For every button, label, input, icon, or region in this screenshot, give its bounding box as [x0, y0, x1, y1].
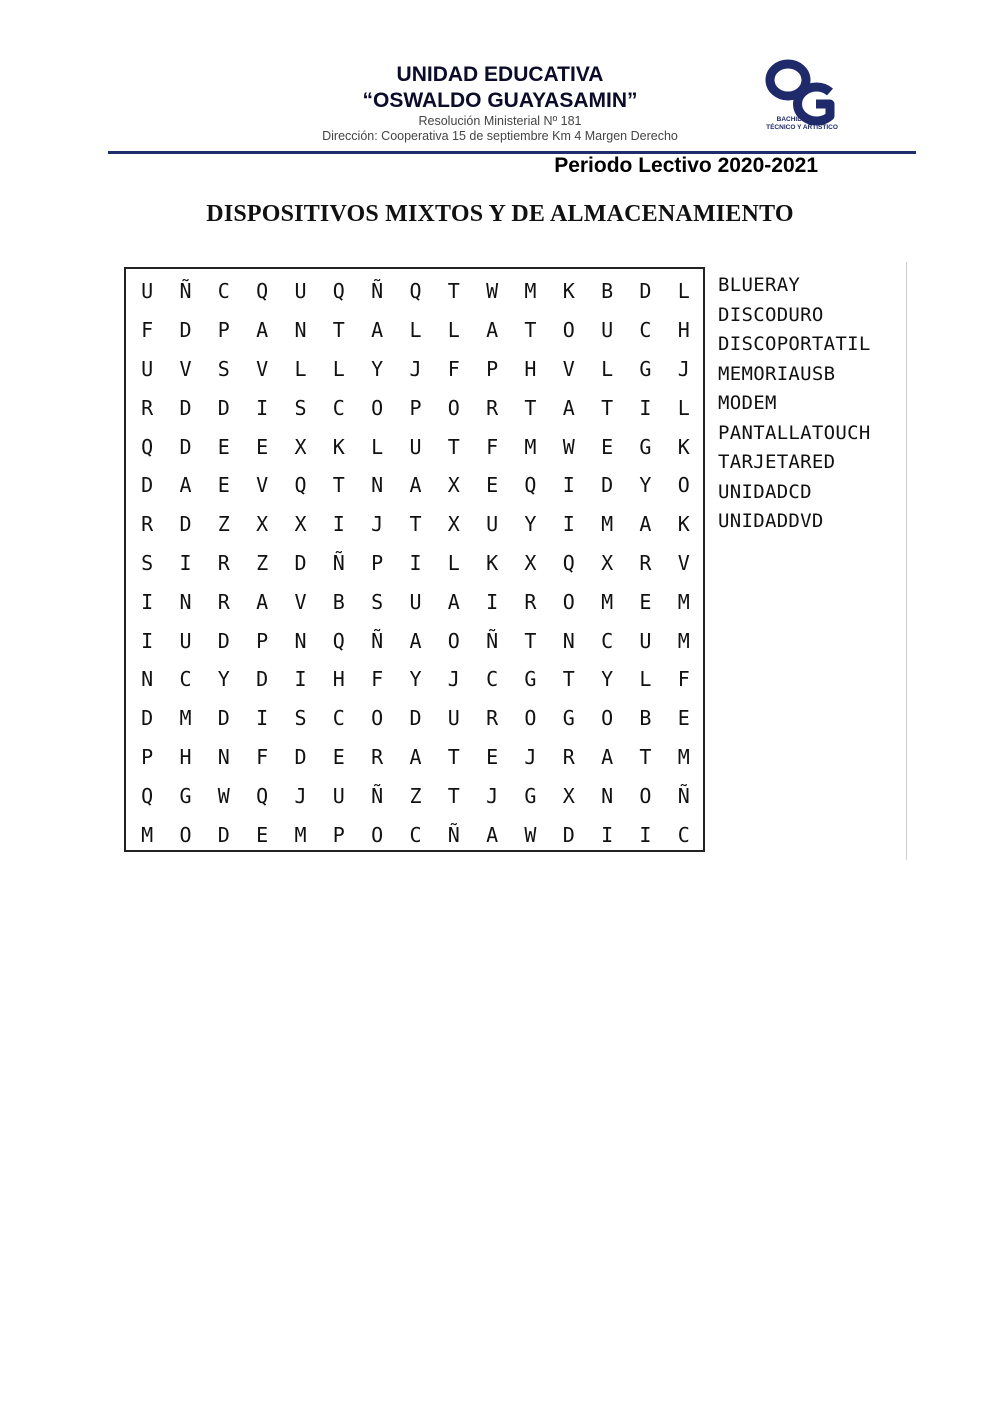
grid-cell[interactable]: S — [217, 356, 230, 381]
grid-cell[interactable]: P — [256, 628, 269, 653]
grid-cell[interactable]: D — [409, 706, 422, 731]
grid-cell[interactable]: D — [141, 473, 154, 498]
grid-cell[interactable]: E — [677, 706, 690, 731]
grid-cell[interactable]: U — [409, 589, 422, 614]
grid-row — [128, 660, 703, 699]
grid-cell[interactable]: X — [447, 473, 460, 498]
grid-cell[interactable]: T — [562, 667, 575, 692]
grid-cell[interactable]: F — [256, 744, 269, 769]
grid-row — [128, 272, 703, 311]
grid-cell[interactable]: C — [486, 667, 499, 692]
grid-cell[interactable]: F — [447, 356, 460, 381]
grid-cell[interactable]: E — [601, 434, 614, 459]
grid-cell[interactable]: D — [179, 318, 192, 343]
grid-cell[interactable]: A — [562, 395, 575, 420]
grid-cell[interactable]: Z — [256, 550, 269, 575]
logo-caption — [752, 116, 852, 131]
grid-cell[interactable]: C — [677, 822, 690, 847]
grid-cell[interactable]: A — [409, 473, 422, 498]
grid-cell[interactable]: D — [217, 706, 230, 731]
grid-cell[interactable]: G — [524, 783, 537, 808]
word-list-item: DISCOPORTATIL — [718, 333, 871, 355]
grid-cell[interactable]: T — [524, 628, 537, 653]
grid-cell[interactable]: A — [447, 589, 460, 614]
school-name-line1: UNIDAD EDUCATIVA — [396, 63, 604, 86]
grid-cell[interactable]: X — [447, 512, 460, 537]
grid-cell[interactable]: I — [256, 395, 269, 420]
grid-cell[interactable]: Q — [256, 783, 269, 808]
grid-cell[interactable]: X — [256, 512, 269, 537]
grid-cell[interactable]: P — [141, 744, 154, 769]
grid-cell[interactable]: D — [179, 512, 192, 537]
grid-cell[interactable]: I — [601, 822, 614, 847]
grid-cell[interactable]: R — [639, 550, 652, 575]
grid-row — [128, 699, 703, 738]
grid-cell[interactable]: T — [447, 434, 460, 459]
grid-cell[interactable]: Ñ — [179, 279, 192, 304]
grid-cell[interactable]: Z — [409, 783, 422, 808]
grid-cell[interactable]: U — [447, 706, 460, 731]
grid-cell[interactable]: U — [179, 628, 192, 653]
grid-cell[interactable]: G — [562, 706, 575, 731]
grid-cell[interactable]: J — [371, 512, 384, 537]
grid-cell[interactable]: O — [677, 473, 690, 498]
grid-cell[interactable]: R — [486, 706, 499, 731]
grid-cell[interactable]: T — [409, 512, 422, 537]
grid-cell[interactable]: Ñ — [371, 783, 384, 808]
grid-cell[interactable]: J — [409, 356, 422, 381]
grid-cell[interactable]: I — [562, 512, 575, 537]
school-name-line2: “OSWALDO GUAYASAMIN” — [362, 89, 638, 112]
grid-cell[interactable]: Z — [217, 512, 230, 537]
grid-cell[interactable]: X — [524, 550, 537, 575]
grid-cell[interactable]: D — [217, 822, 230, 847]
grid-cell[interactable]: D — [294, 744, 307, 769]
grid-row — [128, 621, 703, 660]
grid-cell[interactable]: T — [447, 783, 460, 808]
grid-cell[interactable]: O — [371, 822, 384, 847]
grid-cell[interactable]: A — [256, 589, 269, 614]
grid-cell[interactable]: O — [601, 706, 614, 731]
grid-cell[interactable]: R — [217, 550, 230, 575]
grid-cell[interactable]: G — [639, 356, 652, 381]
grid-cell[interactable]: W — [562, 434, 575, 459]
grid-cell[interactable]: C — [639, 318, 652, 343]
grid-cell[interactable]: Y — [371, 356, 384, 381]
grid-cell[interactable]: I — [141, 628, 154, 653]
grid-cell[interactable]: O — [524, 706, 537, 731]
grid-cell[interactable]: R — [217, 589, 230, 614]
grid-cell[interactable]: U — [639, 628, 652, 653]
grid-cell[interactable]: E — [217, 434, 230, 459]
grid-row — [128, 388, 703, 427]
grid-cell[interactable]: H — [332, 667, 345, 692]
grid-cell[interactable]: F — [677, 667, 690, 692]
grid-cell[interactable]: Y — [639, 473, 652, 498]
grid-cell[interactable]: G — [524, 667, 537, 692]
grid-cell[interactable]: V — [256, 356, 269, 381]
grid-cell[interactable]: D — [217, 395, 230, 420]
grid-cell[interactable]: N — [217, 744, 230, 769]
grid-cell[interactable]: L — [447, 318, 460, 343]
grid-cell[interactable]: A — [256, 318, 269, 343]
grid-row — [128, 466, 703, 505]
grid-cell[interactable]: O — [562, 318, 575, 343]
grid-cell[interactable]: M — [677, 628, 690, 653]
grid-cell[interactable]: U — [409, 434, 422, 459]
grid-cell[interactable]: D — [601, 473, 614, 498]
word-list-item: TARJETARED — [718, 451, 836, 473]
grid-cell[interactable]: M — [179, 706, 192, 731]
grid-cell[interactable]: B — [639, 706, 652, 731]
grid-cell[interactable]: A — [639, 512, 652, 537]
grid-cell[interactable]: B — [601, 279, 614, 304]
grid-cell[interactable]: U — [294, 279, 307, 304]
grid-cell[interactable]: X — [562, 783, 575, 808]
grid-cell[interactable]: T — [332, 318, 345, 343]
grid-cell[interactable]: Q — [409, 279, 422, 304]
grid-cell[interactable]: P — [371, 550, 384, 575]
grid-cell[interactable]: A — [409, 628, 422, 653]
grid-cell[interactable]: X — [294, 434, 307, 459]
grid-cell[interactable]: X — [294, 512, 307, 537]
grid-cell[interactable]: M — [677, 589, 690, 614]
grid-cell[interactable]: U — [601, 318, 614, 343]
grid-cell[interactable]: X — [601, 550, 614, 575]
grid-cell[interactable]: E — [332, 744, 345, 769]
grid-cell[interactable]: Q — [294, 473, 307, 498]
grid-cell[interactable]: E — [639, 589, 652, 614]
grid-cell[interactable]: R — [141, 512, 154, 537]
grid-cell[interactable]: H — [179, 744, 192, 769]
grid-row — [128, 582, 703, 621]
grid-cell[interactable]: R — [524, 589, 537, 614]
grid-cell[interactable]: T — [601, 395, 614, 420]
grid-cell[interactable]: T — [524, 318, 537, 343]
grid-cell[interactable]: L — [677, 279, 690, 304]
grid-cell[interactable]: T — [332, 473, 345, 498]
grid-cell[interactable]: S — [294, 395, 307, 420]
grid-cell[interactable]: Q — [562, 550, 575, 575]
grid-cell[interactable]: E — [256, 434, 269, 459]
grid-cell[interactable]: T — [447, 279, 460, 304]
grid-cell[interactable]: A — [486, 318, 499, 343]
grid-cell[interactable]: I — [256, 706, 269, 731]
grid-row — [128, 738, 703, 777]
grid-cell[interactable]: O — [371, 706, 384, 731]
grid-cell[interactable]: S — [294, 706, 307, 731]
grid-cell[interactable]: Q — [256, 279, 269, 304]
grid-cell[interactable]: I — [409, 550, 422, 575]
grid-cell[interactable]: I — [639, 822, 652, 847]
grid-cell[interactable]: Q — [141, 783, 154, 808]
grid-cell[interactable]: V — [179, 356, 192, 381]
grid-cell[interactable]: M — [677, 744, 690, 769]
worksheet-title: DISPOSITIVOS MIXTOS Y DE ALMACENAMIENTO — [206, 201, 794, 227]
grid-cell[interactable]: V — [677, 550, 690, 575]
logo-caption-line2: TÉCNICO Y ARTÍSTICO — [766, 123, 838, 131]
school-header — [250, 62, 750, 144]
grid-cell[interactable]: I — [141, 589, 154, 614]
grid-cell[interactable]: N — [562, 628, 575, 653]
grid-cell[interactable]: P — [332, 822, 345, 847]
word-list-item: UNIDADDVD — [718, 510, 824, 532]
grid-cell[interactable]: F — [141, 318, 154, 343]
word-list — [718, 271, 908, 537]
grid-cell[interactable]: A — [601, 744, 614, 769]
grid-cell[interactable]: C — [332, 395, 345, 420]
grid-cell[interactable]: V — [256, 473, 269, 498]
grid-cell[interactable]: Ñ — [486, 628, 499, 653]
grid-cell[interactable]: O — [562, 589, 575, 614]
grid-cell[interactable]: M — [601, 589, 614, 614]
grid-cell[interactable]: M — [601, 512, 614, 537]
grid-cell[interactable]: D — [639, 279, 652, 304]
grid-cell[interactable]: M — [294, 822, 307, 847]
grid-cell[interactable]: P — [486, 356, 499, 381]
grid-cell[interactable]: O — [447, 628, 460, 653]
grid-cell[interactable]: N — [601, 783, 614, 808]
grid-cell[interactable]: M — [524, 434, 537, 459]
grid-cell[interactable]: Y — [524, 512, 537, 537]
grid-cell[interactable]: J — [294, 783, 307, 808]
grid-cell[interactable]: C — [217, 279, 230, 304]
grid-cell[interactable]: B — [332, 589, 345, 614]
word-list-item: MEMORIAUSB — [718, 362, 836, 385]
grid-cell[interactable]: Ñ — [371, 279, 384, 304]
grid-cell[interactable]: I — [562, 473, 575, 498]
grid-cell[interactable]: V — [294, 589, 307, 614]
grid-cell[interactable]: D — [562, 822, 575, 847]
grid-cell[interactable]: P — [409, 395, 422, 420]
grid-cell[interactable]: W — [217, 783, 230, 808]
grid-cell[interactable]: H — [677, 318, 690, 343]
grid-cell[interactable]: C — [409, 822, 422, 847]
school-period: Periodo Lectivo 2020-2021 — [554, 154, 818, 177]
grid-cell[interactable]: M — [524, 279, 537, 304]
grid-cell[interactable]: L — [409, 318, 422, 343]
grid-row — [128, 311, 703, 350]
grid-cell[interactable]: K — [486, 550, 499, 575]
grid-row — [128, 350, 703, 389]
grid-cell[interactable]: J — [486, 783, 499, 808]
word-list-item: PANTALLATOUCH — [718, 421, 871, 444]
grid-cell[interactable]: L — [332, 356, 345, 381]
grid-cell[interactable]: P — [217, 318, 230, 343]
grid-cell[interactable]: A — [371, 318, 384, 343]
grid-cell[interactable]: C — [179, 667, 192, 692]
grid-cell[interactable]: I — [179, 550, 192, 575]
grid-cell[interactable]: R — [562, 744, 575, 769]
resolution-text: Resolución Ministerial Nº 181 — [418, 114, 582, 128]
grid-cell[interactable]: O — [371, 395, 384, 420]
grid-cell[interactable]: D — [141, 706, 154, 731]
grid-cell[interactable]: O — [179, 822, 192, 847]
grid-cell[interactable]: I — [639, 395, 652, 420]
grid-cell[interactable]: T — [447, 744, 460, 769]
grid-cell[interactable]: N — [179, 589, 192, 614]
grid-cell[interactable]: Ñ — [677, 783, 690, 808]
grid-cell[interactable]: S — [371, 589, 384, 614]
grid-cell[interactable]: L — [639, 667, 652, 692]
grid-cell[interactable]: E — [256, 822, 269, 847]
grid-cell[interactable]: R — [141, 395, 154, 420]
grid-cell[interactable]: T — [639, 744, 652, 769]
grid-cell[interactable]: I — [486, 589, 499, 614]
grid-cell[interactable]: K — [677, 434, 690, 459]
address-text: Dirección: Cooperativa 15 de septiembre Km 4 Margen Derecho — [322, 129, 678, 143]
grid-cell[interactable]: K — [677, 512, 690, 537]
grid-row — [128, 815, 703, 854]
grid-cell[interactable]: I — [294, 667, 307, 692]
grid-cell[interactable]: A — [179, 473, 192, 498]
grid-cell[interactable]: U — [141, 279, 154, 304]
grid-cell[interactable]: C — [332, 706, 345, 731]
grid-cell[interactable]: I — [332, 512, 345, 537]
grid-cell[interactable]: K — [332, 434, 345, 459]
grid-cell[interactable]: M — [141, 822, 154, 847]
grid-cell[interactable]: W — [486, 279, 499, 304]
grid-cell[interactable]: R — [371, 744, 384, 769]
word-list-item: MODEM — [718, 392, 777, 414]
grid-cell[interactable]: F — [486, 434, 499, 459]
grid-cell[interactable]: S — [141, 550, 154, 575]
grid-cell[interactable]: Y — [217, 667, 230, 692]
grid-cell[interactable]: D — [217, 628, 230, 653]
grid-cell[interactable]: U — [141, 356, 154, 381]
grid-cell[interactable]: O — [447, 395, 460, 420]
grid-cell[interactable]: A — [486, 822, 499, 847]
grid-row — [128, 505, 703, 544]
grid-cell[interactable]: D — [294, 550, 307, 575]
grid-cell[interactable]: J — [447, 667, 460, 692]
grid-row — [128, 776, 703, 815]
grid-cell[interactable]: Y — [601, 667, 614, 692]
grid-cell[interactable]: Q — [524, 473, 537, 498]
grid-cell[interactable]: J — [524, 744, 537, 769]
grid-cell[interactable]: Y — [409, 667, 422, 692]
grid-cell[interactable]: A — [409, 744, 422, 769]
grid-cell[interactable]: Ñ — [371, 628, 384, 653]
grid-cell[interactable]: H — [524, 356, 537, 381]
grid-cell[interactable]: L — [447, 550, 460, 575]
grid-cell[interactable]: L — [371, 434, 384, 459]
grid-cell[interactable]: D — [179, 395, 192, 420]
word-list-item: DISCODURO — [718, 303, 824, 326]
grid-cell[interactable]: N — [141, 667, 154, 692]
grid-cell[interactable]: L — [677, 395, 690, 420]
grid-row — [128, 427, 703, 466]
word-list-item: BLUERAY — [718, 274, 801, 296]
grid-cell[interactable]: J — [677, 356, 690, 381]
grid-cell[interactable]: O — [639, 783, 652, 808]
grid-cell[interactable]: D — [179, 434, 192, 459]
word-list-item: UNIDADCD — [718, 480, 812, 503]
grid-cell[interactable]: T — [524, 395, 537, 420]
grid-cell[interactable]: L — [294, 356, 307, 381]
grid-cell[interactable]: N — [294, 628, 307, 653]
grid-cell[interactable]: F — [371, 667, 384, 692]
grid-row — [128, 544, 703, 583]
grid-cell[interactable]: Q — [332, 628, 345, 653]
grid-cell[interactable]: D — [256, 667, 269, 692]
grid-cell[interactable]: C — [601, 628, 614, 653]
grid-cell[interactable]: G — [179, 783, 192, 808]
grid-cell[interactable]: Ñ — [447, 822, 460, 847]
grid-cell[interactable]: Ñ — [332, 550, 345, 575]
grid-cell[interactable]: Q — [332, 279, 345, 304]
grid-cell[interactable]: E — [486, 744, 499, 769]
grid-cell[interactable]: R — [486, 395, 499, 420]
grid-cell[interactable]: W — [524, 822, 537, 847]
word-search-grid — [124, 267, 705, 852]
logo-caption-line1: BACHILLERATO — [776, 116, 828, 123]
grid-cell[interactable]: L — [601, 356, 614, 381]
grid-cell[interactable]: U — [486, 512, 499, 537]
grid-cell[interactable]: E — [486, 473, 499, 498]
grid-cell[interactable]: Q — [141, 434, 154, 459]
grid-cell[interactable]: N — [371, 473, 384, 498]
grid-cell[interactable]: K — [562, 279, 575, 304]
grid-cell[interactable]: V — [562, 356, 575, 381]
grid-cell[interactable]: N — [294, 318, 307, 343]
grid-cell[interactable]: G — [639, 434, 652, 459]
grid-cell[interactable]: E — [217, 473, 230, 498]
grid-cell[interactable]: U — [332, 783, 345, 808]
